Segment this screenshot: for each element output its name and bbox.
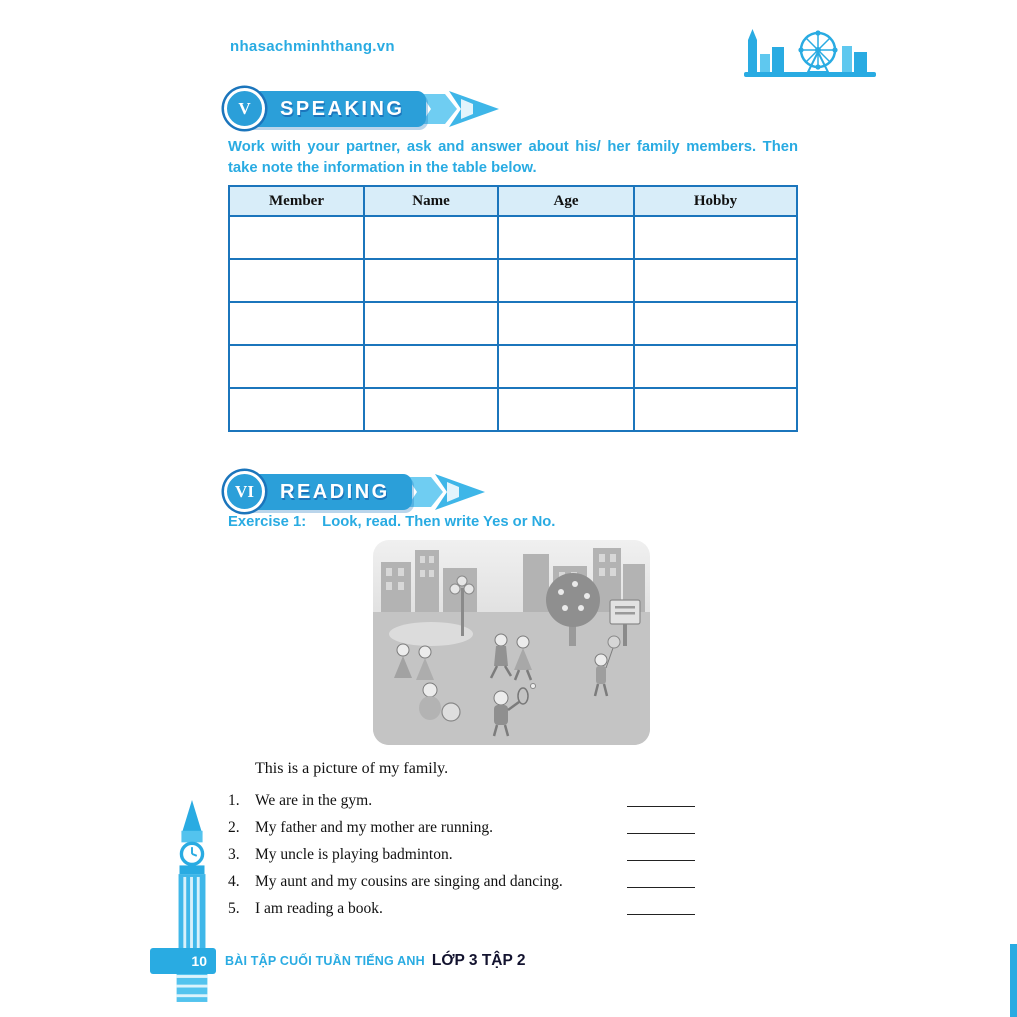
section-numeral: V bbox=[238, 98, 251, 118]
table-cell bbox=[364, 302, 498, 345]
table-cell bbox=[364, 216, 498, 259]
family-table bbox=[228, 185, 798, 432]
page-number-badge bbox=[150, 948, 216, 974]
question-text: We are in the gym. bbox=[255, 792, 373, 809]
table-cell bbox=[498, 302, 634, 345]
answer-blank bbox=[627, 874, 695, 888]
table-cell bbox=[229, 388, 364, 431]
table-cell bbox=[634, 302, 797, 345]
table-header-age: Age bbox=[498, 186, 634, 216]
section-banner-speaking bbox=[230, 90, 499, 128]
question-number: 2. bbox=[228, 819, 240, 836]
page-number: 10 bbox=[191, 953, 207, 969]
banner-body bbox=[230, 91, 426, 127]
pencil-arrow-icon bbox=[421, 91, 499, 127]
table-cell bbox=[498, 388, 634, 431]
exercise-instruction: Look, read. Then write Yes or No. bbox=[322, 514, 556, 530]
section-numeral-badge bbox=[224, 471, 265, 512]
park-scene-image bbox=[373, 540, 650, 745]
table-cell bbox=[634, 259, 797, 302]
section-numeral-badge bbox=[224, 88, 265, 129]
speaking-instructions: Work with your partner, ask and answer about his/ her family members. Then take note the information in the table below. bbox=[228, 139, 798, 177]
question-row bbox=[228, 868, 708, 895]
question-number: 3. bbox=[228, 846, 240, 863]
pencil-arrow-icon bbox=[407, 474, 485, 510]
section-title: READING bbox=[280, 480, 390, 503]
question-number: 5. bbox=[228, 900, 240, 917]
question-row bbox=[228, 841, 708, 868]
banner-body bbox=[230, 474, 412, 510]
family-park-illustration bbox=[373, 540, 650, 745]
section-numeral: VI bbox=[235, 481, 254, 501]
question-number: 1. bbox=[228, 792, 240, 809]
table-cell bbox=[634, 388, 797, 431]
table-cell bbox=[229, 259, 364, 302]
table-row bbox=[229, 216, 797, 259]
question-number: 4. bbox=[228, 873, 240, 890]
table-cell bbox=[229, 216, 364, 259]
footer-book-title: LỚP 3 TẬP 2 bbox=[431, 952, 526, 969]
question-text: My father and my mother are running. bbox=[255, 819, 494, 836]
table-header-member: Member bbox=[229, 186, 364, 216]
answer-blank bbox=[627, 901, 695, 915]
table-cell bbox=[364, 259, 498, 302]
question-text: I am reading a book. bbox=[255, 900, 383, 917]
question-row bbox=[228, 895, 708, 922]
section-banner-reading bbox=[230, 473, 485, 511]
exercise-line bbox=[228, 514, 555, 530]
table-header-name: Name bbox=[364, 186, 498, 216]
exercise-label: Exercise 1: bbox=[228, 514, 307, 530]
answer-blank bbox=[627, 820, 695, 834]
page-footer bbox=[150, 948, 526, 974]
table-cell bbox=[364, 388, 498, 431]
table-row bbox=[229, 302, 797, 345]
section-title: SPEAKING bbox=[280, 97, 405, 120]
table-row bbox=[229, 345, 797, 388]
question-row bbox=[228, 814, 708, 841]
table-cell bbox=[364, 345, 498, 388]
page-edge-strip bbox=[1010, 944, 1017, 1017]
question-text: My aunt and my cousins are singing and dancing. bbox=[255, 873, 563, 890]
table-header-hobby: Hobby bbox=[634, 186, 797, 216]
table-cell bbox=[498, 345, 634, 388]
footer-series-title: BÀI TẬP CUỐI TUẦN TIẾNG ANH bbox=[225, 954, 425, 968]
table-cell bbox=[498, 259, 634, 302]
answer-blank bbox=[627, 847, 695, 861]
watermark-text: nhasachminhthang.vn bbox=[230, 38, 395, 55]
table-cell bbox=[229, 345, 364, 388]
city-skyline-ferris-wheel-icon bbox=[744, 26, 876, 84]
question-text: My uncle is playing badminton. bbox=[255, 846, 453, 863]
table-cell bbox=[229, 302, 364, 345]
table-header-row bbox=[229, 186, 797, 216]
table-cell bbox=[634, 345, 797, 388]
table-cell bbox=[498, 216, 634, 259]
reading-questions bbox=[228, 787, 708, 922]
reading-caption: This is a picture of my family. bbox=[255, 760, 449, 777]
table-row bbox=[229, 388, 797, 431]
table-cell bbox=[634, 216, 797, 259]
table-row bbox=[229, 259, 797, 302]
answer-blank bbox=[627, 793, 695, 807]
question-row bbox=[228, 787, 708, 814]
